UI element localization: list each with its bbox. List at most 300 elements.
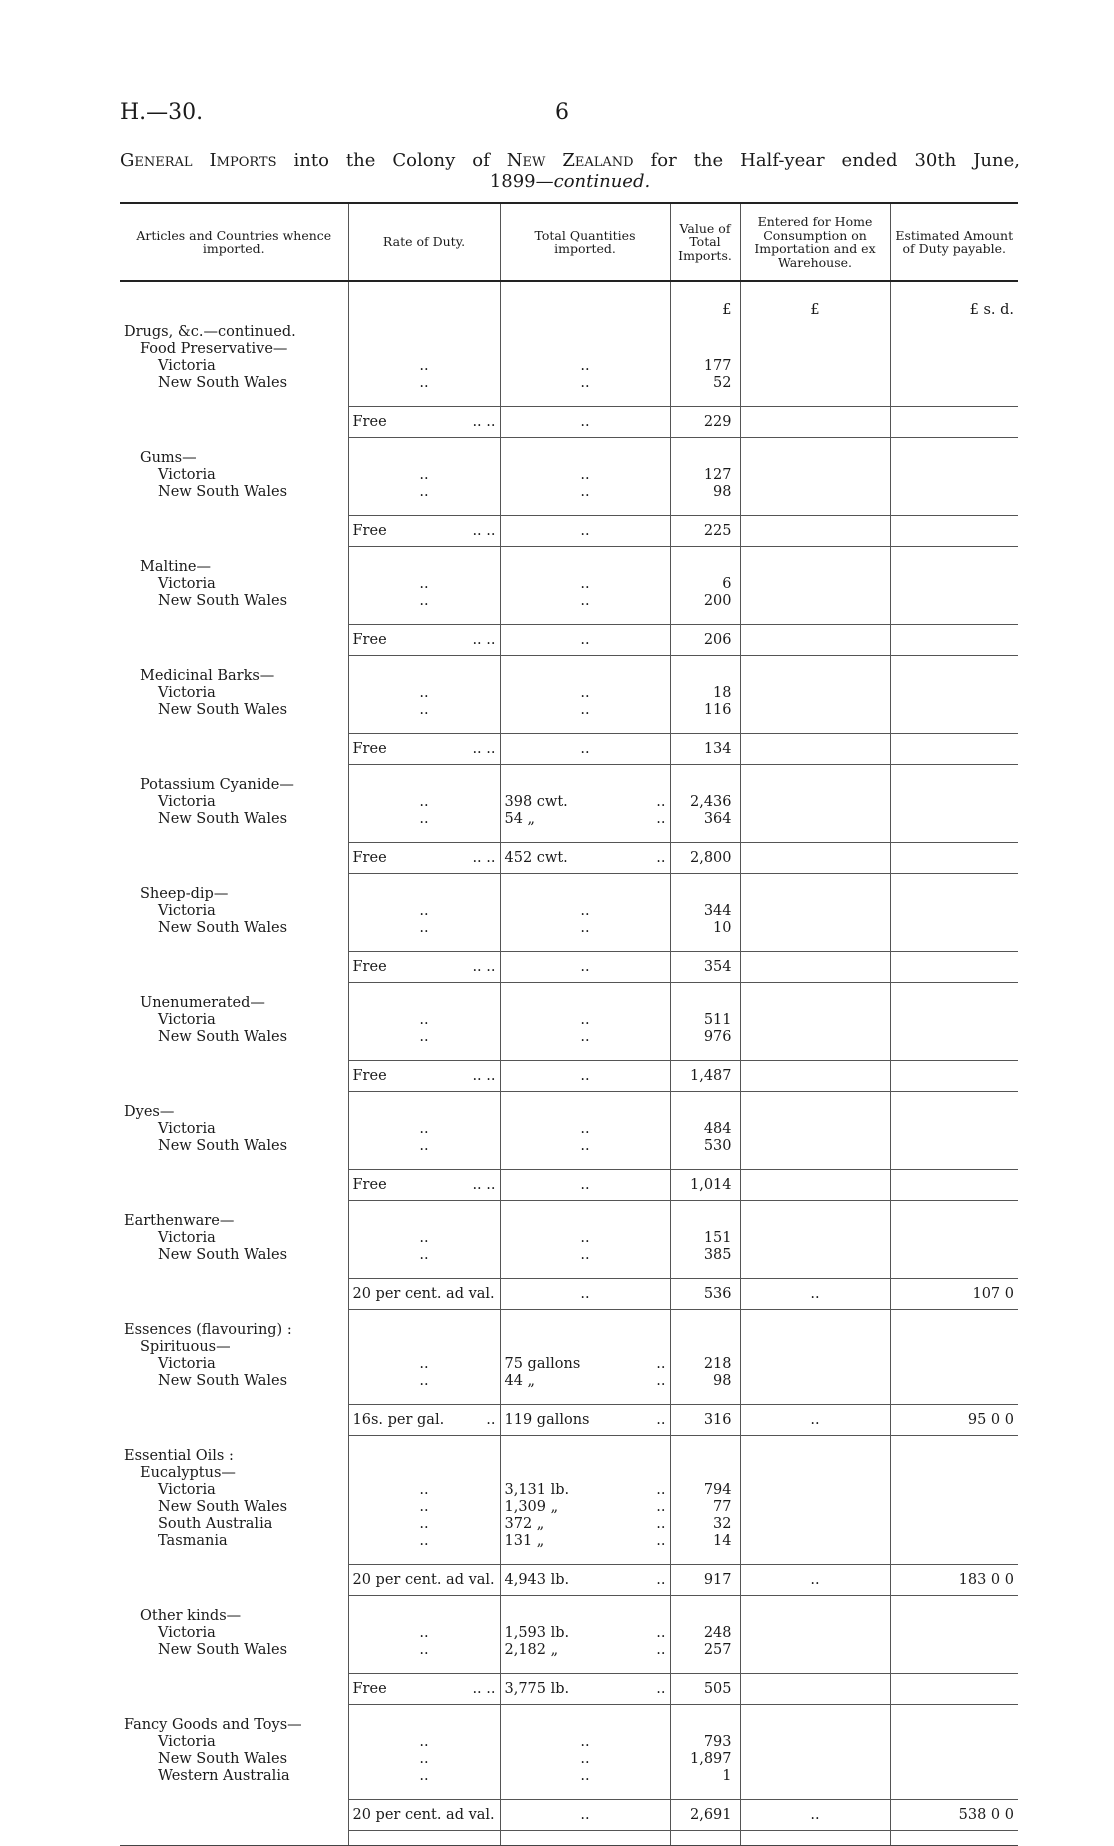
heading-period: for the Half-year ended 30th June, — [650, 150, 1020, 171]
country-cell — [120, 1029, 348, 1046]
duty-cell — [890, 1516, 1018, 1533]
spacer-cell — [740, 438, 890, 451]
country-row — [120, 1734, 1018, 1751]
quantity-cell: .. — [500, 467, 670, 484]
spacer-cell — [120, 438, 348, 451]
country-name: Victoria — [158, 794, 216, 810]
spacer-cell — [670, 765, 740, 778]
quantity-wrap — [505, 1373, 666, 1390]
gap-cell — [740, 392, 890, 407]
spacer-cell — [890, 1596, 1018, 1609]
section-title — [120, 1213, 348, 1230]
spacer-cell — [500, 547, 670, 560]
value-cell: 511 — [670, 1012, 740, 1029]
rate-leader: .. — [348, 358, 500, 375]
quantity-cell: .. — [500, 576, 670, 593]
total-value-cell: 354 — [670, 952, 740, 983]
empty-cell — [890, 1213, 1018, 1230]
duty-cell — [890, 593, 1018, 610]
country-cell — [120, 1516, 348, 1533]
total-value-cell: 134 — [670, 734, 740, 765]
total-articles — [120, 1061, 348, 1092]
total-row — [120, 1800, 1018, 1831]
gap-cell — [500, 501, 670, 516]
empty-cell — [740, 1465, 890, 1482]
total-quantity-cell: .. — [500, 952, 670, 983]
rate-leader: .. — [348, 1012, 500, 1029]
rate-value: Free — [352, 740, 387, 757]
empty-cell — [500, 1608, 670, 1625]
total-articles — [120, 1405, 348, 1436]
gap-row — [120, 719, 1018, 734]
gap-cell — [670, 1785, 740, 1800]
spacer-cell — [348, 1436, 500, 1449]
home-cell — [740, 1482, 890, 1499]
gap-cell — [890, 1264, 1018, 1279]
rate-leader: .. — [348, 1499, 500, 1516]
gap-cell — [120, 937, 348, 952]
spacer-cell — [740, 1092, 890, 1105]
country-name: Victoria — [158, 467, 216, 483]
empty-cell — [670, 886, 740, 903]
spacer-cell — [120, 1201, 348, 1214]
country-name: New South Wales — [158, 1138, 288, 1154]
country-name: New South Wales — [158, 811, 288, 827]
country-cell — [120, 1356, 348, 1373]
total-quantity-wrap — [505, 1572, 666, 1589]
section-spacer — [120, 874, 1018, 887]
gap-cell — [500, 1785, 670, 1800]
gap-cell — [890, 1046, 1018, 1061]
country-row — [120, 484, 1018, 501]
duty-cell — [890, 1029, 1018, 1046]
rate-cell — [348, 734, 500, 765]
home-cell — [740, 903, 890, 920]
rate-leader: .. — [348, 920, 500, 937]
country-cell — [120, 484, 348, 501]
quantity-leader: .. — [656, 1356, 666, 1372]
empty-cell — [348, 1339, 500, 1356]
rate-leader: .. — [348, 1768, 500, 1785]
home-cell — [740, 576, 890, 593]
country-row — [120, 811, 1018, 828]
total-articles — [120, 952, 348, 983]
rate-value: Free — [352, 849, 387, 866]
empty-cell — [670, 1213, 740, 1230]
gap-cell — [740, 1390, 890, 1405]
section-title-row — [120, 1104, 1018, 1121]
value-cell: 218 — [670, 1356, 740, 1373]
category-row — [120, 341, 1018, 358]
gap-row — [120, 1155, 1018, 1170]
total-articles — [120, 1674, 348, 1705]
duty-cell — [890, 375, 1018, 392]
gap-cell — [348, 719, 500, 734]
section-spacer — [120, 765, 1018, 778]
spacer-cell — [740, 547, 890, 560]
gap-cell — [120, 1046, 348, 1061]
category-text: Sheep-dip— — [140, 886, 229, 902]
quantity-cell: .. — [500, 903, 670, 920]
rate-value: 16s. per gal. — [352, 1411, 445, 1428]
spacer-cell — [670, 656, 740, 669]
total-value-cell: 229 — [670, 407, 740, 438]
total-quantity-leader: .. — [656, 1680, 666, 1697]
spacer-cell — [120, 1596, 348, 1609]
gap-cell — [348, 937, 500, 952]
section-title-row — [120, 1213, 1018, 1230]
table-heading — [120, 150, 1020, 192]
quantity-cell: .. — [500, 920, 670, 937]
col-header-quantities: Total Quantities imported. — [500, 203, 670, 281]
rate-value: 20 per cent. ad val. — [352, 1285, 495, 1302]
quantity-cell: .. — [500, 1029, 670, 1046]
empty-cell — [670, 777, 740, 794]
country-name: New South Wales — [158, 593, 288, 609]
total-quantity-wrap — [505, 1681, 666, 1698]
quantity-cell: .. — [500, 1230, 670, 1247]
spacer-cell — [740, 656, 890, 669]
quantity-value: 75 gallons — [504, 1356, 581, 1372]
home-cell — [740, 794, 890, 811]
gap-cell — [890, 501, 1018, 516]
gap-cell — [890, 1550, 1018, 1565]
spacer-cell — [890, 1310, 1018, 1323]
rate-value: 20 per cent. ad val. — [352, 1806, 495, 1823]
rate-leader: .. .. — [472, 740, 496, 757]
rate-value: Free — [352, 1176, 387, 1193]
gap-cell — [120, 1550, 348, 1565]
rate-leader: .. — [348, 1734, 500, 1751]
spacer-cell — [500, 765, 670, 778]
rate-leader: .. — [348, 1247, 500, 1264]
total-quantity-value: 3,775 lb. — [504, 1680, 570, 1697]
empty-cell — [670, 341, 740, 358]
total-duty-cell — [890, 625, 1018, 656]
gap-cell — [500, 1155, 670, 1170]
gap-cell — [670, 1659, 740, 1674]
empty-cell — [740, 886, 890, 903]
quantity-cell: .. — [500, 484, 670, 501]
total-quantity-wrap — [505, 1412, 666, 1429]
gap-cell — [890, 719, 1018, 734]
gap-row — [120, 1659, 1018, 1674]
total-duty-cell: 183 0 0 — [890, 1565, 1018, 1596]
category-text: Unenumerated— — [140, 995, 265, 1011]
total-articles — [120, 734, 348, 765]
country-name: New South Wales — [158, 1751, 288, 1767]
total-quantity-cell: .. — [500, 407, 670, 438]
units-articles — [120, 281, 348, 324]
spacer-cell — [500, 1092, 670, 1105]
total-row — [120, 407, 1018, 438]
category-text: Gums— — [140, 450, 197, 466]
rate-cell — [348, 516, 500, 547]
country-cell — [120, 358, 348, 375]
country-name: New South Wales — [158, 375, 288, 391]
total-articles — [120, 1170, 348, 1201]
home-cell — [740, 1356, 890, 1373]
country-row — [120, 1516, 1018, 1533]
rate-wrap — [353, 1807, 496, 1824]
empty-cell — [348, 1465, 500, 1482]
total-articles — [120, 1565, 348, 1596]
total-home-cell: .. — [740, 1565, 890, 1596]
rate-leader: .. — [486, 1411, 496, 1428]
gap-cell — [500, 1390, 670, 1405]
section-spacer — [120, 438, 1018, 451]
total-quantity-value: 4,943 lb. — [504, 1571, 570, 1588]
category-label — [120, 886, 348, 903]
quantity-value: 3,131 lb. — [504, 1482, 570, 1498]
total-row — [120, 625, 1018, 656]
value-cell: 976 — [670, 1029, 740, 1046]
total-row — [120, 1170, 1018, 1201]
quantity-leader: .. — [656, 1482, 666, 1498]
value-cell: 530 — [670, 1138, 740, 1155]
duty-cell — [890, 467, 1018, 484]
country-row — [120, 1029, 1018, 1046]
quantity-cell: .. — [500, 1012, 670, 1029]
quantity-leader: .. — [656, 794, 666, 810]
end-cell — [740, 1831, 890, 1846]
empty-cell — [500, 1213, 670, 1230]
rate-value: Free — [352, 1680, 387, 1697]
rate-wrap — [353, 1177, 496, 1194]
gap-row — [120, 1046, 1018, 1061]
imports-table — [120, 202, 1018, 1846]
total-duty-cell — [890, 407, 1018, 438]
country-row — [120, 1356, 1018, 1373]
gap-cell — [348, 1550, 500, 1565]
rate-wrap — [353, 414, 496, 431]
col-header-duty: Estimated Amount of Duty payable. — [890, 203, 1018, 281]
category-row — [120, 1339, 1018, 1356]
country-row — [120, 358, 1018, 375]
quantity-cell: .. — [500, 593, 670, 610]
total-quantity-cell: .. — [500, 1800, 670, 1831]
quantity-cell: .. — [500, 358, 670, 375]
units-rate — [348, 281, 500, 324]
category-label — [120, 1608, 348, 1625]
spacer-cell — [500, 1436, 670, 1449]
total-row — [120, 1405, 1018, 1436]
gap-row — [120, 937, 1018, 952]
rate-wrap — [353, 1286, 496, 1303]
rate-wrap — [353, 1572, 496, 1589]
country-name: New South Wales — [158, 1247, 288, 1263]
empty-cell — [348, 324, 500, 341]
empty-cell — [670, 450, 740, 467]
rate-leader: .. — [348, 1121, 500, 1138]
empty-cell — [500, 1322, 670, 1339]
category-label — [120, 450, 348, 467]
empty-cell — [670, 324, 740, 341]
country-name: Victoria — [158, 1121, 216, 1137]
quantity-cell: .. — [500, 1138, 670, 1155]
spacer-cell — [740, 1201, 890, 1214]
duty-cell — [890, 1012, 1018, 1029]
country-cell — [120, 685, 348, 702]
country-cell — [120, 1642, 348, 1659]
quantity-value: 2,182 „ — [504, 1642, 559, 1658]
country-row — [120, 685, 1018, 702]
gap-row — [120, 1264, 1018, 1279]
spacer-cell — [348, 874, 500, 887]
empty-cell — [348, 1213, 500, 1230]
home-cell — [740, 1751, 890, 1768]
total-quantity-cell — [500, 1565, 670, 1596]
value-cell: 18 — [670, 685, 740, 702]
total-articles — [120, 625, 348, 656]
rate-leader: .. .. — [472, 958, 496, 975]
empty-cell — [740, 450, 890, 467]
empty-cell — [740, 1608, 890, 1625]
spacer-cell — [348, 438, 500, 451]
heading-line-2 — [120, 171, 1020, 192]
section-title — [120, 1717, 348, 1734]
spacer-cell — [120, 656, 348, 669]
quantity-value: 44 „ — [504, 1373, 536, 1389]
gap-cell — [120, 1785, 348, 1800]
rate-leader: .. — [348, 794, 500, 811]
spacer-cell — [120, 1310, 348, 1323]
country-row — [120, 702, 1018, 719]
duty-cell — [890, 484, 1018, 501]
section-title-row — [120, 1448, 1018, 1465]
total-duty-cell: 538 0 0 — [890, 1800, 1018, 1831]
country-name: Victoria — [158, 903, 216, 919]
country-name: South Australia — [158, 1516, 273, 1532]
gap-cell — [348, 1155, 500, 1170]
country-name: New South Wales — [158, 1029, 288, 1045]
gap-cell — [670, 1390, 740, 1405]
total-home-cell — [740, 1061, 890, 1092]
home-cell — [740, 1499, 890, 1516]
empty-cell — [890, 1608, 1018, 1625]
quantity-wrap — [505, 1533, 666, 1550]
spacer-cell — [890, 547, 1018, 560]
total-home-cell — [740, 1170, 890, 1201]
home-cell — [740, 375, 890, 392]
quantity-value: 398 cwt. — [504, 794, 568, 810]
value-cell: 6 — [670, 576, 740, 593]
total-home-cell — [740, 625, 890, 656]
total-quantity-cell: .. — [500, 1061, 670, 1092]
spacer-cell — [120, 765, 348, 778]
country-name: New South Wales — [158, 1499, 288, 1515]
total-row — [120, 1674, 1018, 1705]
empty-cell — [500, 1339, 670, 1356]
value-cell: 200 — [670, 593, 740, 610]
value-cell: 14 — [670, 1533, 740, 1550]
total-value-cell: 917 — [670, 1565, 740, 1596]
home-cell — [740, 467, 890, 484]
spacer-cell — [500, 983, 670, 996]
rate-cell — [348, 1170, 500, 1201]
empty-cell — [348, 559, 500, 576]
spacer-cell — [890, 983, 1018, 996]
gap-cell — [670, 1155, 740, 1170]
spacer-cell — [670, 1705, 740, 1718]
category-row — [120, 668, 1018, 685]
country-name: Victoria — [158, 1625, 216, 1641]
spacer-cell — [500, 1596, 670, 1609]
heading-colony-text: into the Colony of — [293, 150, 490, 171]
empty-cell — [348, 1322, 500, 1339]
empty-cell — [740, 341, 890, 358]
total-home-cell — [740, 843, 890, 874]
category-row — [120, 559, 1018, 576]
country-cell — [120, 1230, 348, 1247]
duty-cell — [890, 811, 1018, 828]
empty-cell — [348, 1717, 500, 1734]
quantity-wrap — [505, 1516, 666, 1533]
category-row — [120, 450, 1018, 467]
duty-cell — [890, 1356, 1018, 1373]
quantity-cell — [500, 811, 670, 828]
gap-cell — [500, 1264, 670, 1279]
empty-cell — [890, 1465, 1018, 1482]
duty-cell — [890, 1533, 1018, 1550]
empty-cell — [740, 1717, 890, 1734]
quantity-cell: .. — [500, 1121, 670, 1138]
category-text: Other kinds— — [140, 1608, 242, 1624]
total-articles — [120, 843, 348, 874]
total-row — [120, 516, 1018, 547]
total-articles — [120, 1800, 348, 1831]
empty-cell — [890, 1717, 1018, 1734]
quantity-value: 54 „ — [504, 811, 536, 827]
rate-leader: .. — [348, 1642, 500, 1659]
rate-cell — [348, 407, 500, 438]
page-number: 6 — [555, 100, 569, 125]
total-quantity-cell: .. — [500, 734, 670, 765]
spacer-cell — [890, 874, 1018, 887]
total-duty-cell — [890, 843, 1018, 874]
country-cell — [120, 467, 348, 484]
total-duty-cell: 107 0 — [890, 1279, 1018, 1310]
total-value-cell: 1,487 — [670, 1061, 740, 1092]
gap-row — [120, 501, 1018, 516]
rate-leader: .. .. — [472, 1067, 496, 1084]
section-spacer — [120, 1596, 1018, 1609]
home-cell — [740, 1734, 890, 1751]
total-quantity-cell — [500, 1674, 670, 1705]
quantity-cell — [500, 1533, 670, 1550]
value-cell: 385 — [670, 1247, 740, 1264]
empty-cell — [500, 559, 670, 576]
spacer-cell — [348, 656, 500, 669]
country-cell — [120, 920, 348, 937]
country-row — [120, 903, 1018, 920]
total-home-cell: .. — [740, 1279, 890, 1310]
empty-cell — [670, 668, 740, 685]
spacer-cell — [890, 765, 1018, 778]
duty-cell — [890, 1247, 1018, 1264]
empty-cell — [348, 450, 500, 467]
gap-cell — [670, 828, 740, 843]
country-row — [120, 794, 1018, 811]
total-articles — [120, 407, 348, 438]
rate-cell — [348, 1565, 500, 1596]
country-cell — [120, 811, 348, 828]
duty-cell — [890, 1499, 1018, 1516]
home-cell — [740, 1625, 890, 1642]
value-cell: 484 — [670, 1121, 740, 1138]
total-quantity-cell: .. — [500, 1170, 670, 1201]
home-cell — [740, 1121, 890, 1138]
